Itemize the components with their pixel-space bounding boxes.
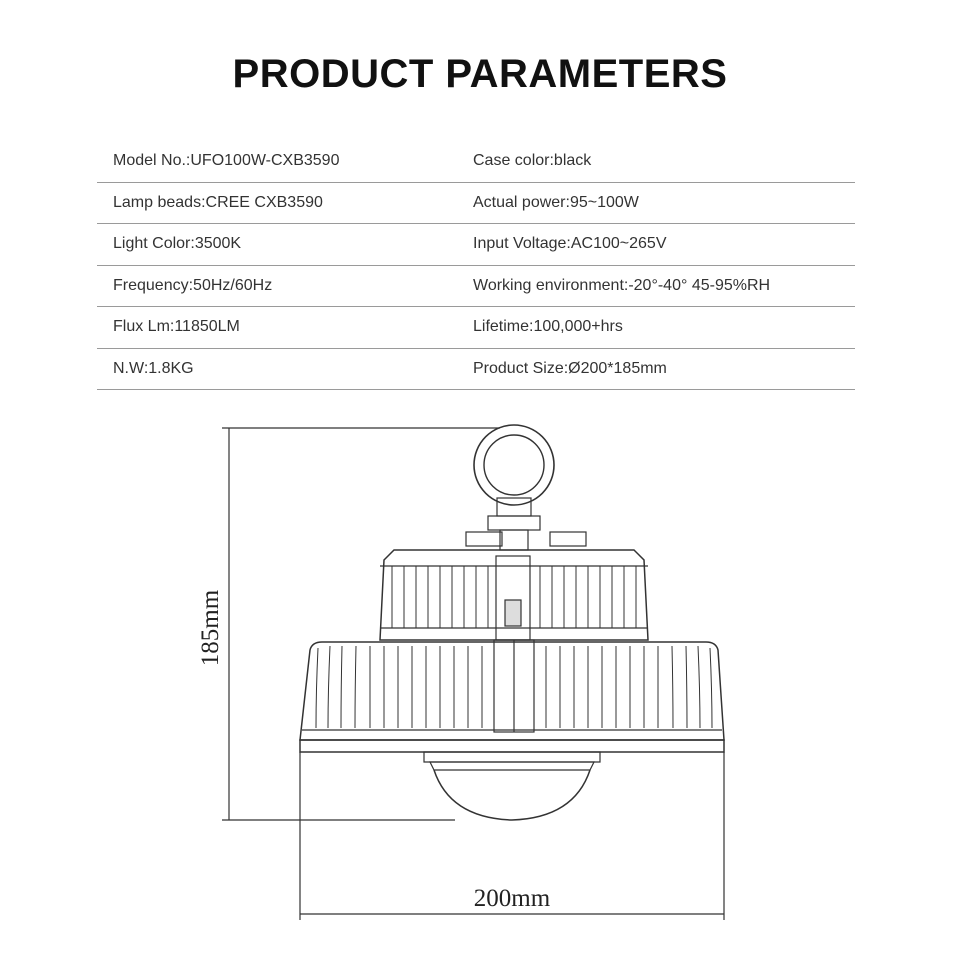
lower-heatsink [300,640,724,752]
param-working-environment: Working environment:-20°-40° 45-95%RH [473,276,771,294]
top-connector [466,530,586,550]
upper-heatsink [380,550,648,640]
param-actual-power: Actual power:95~100W [473,193,639,211]
page-title: PRODUCT PARAMETERS [232,52,728,96]
param-product-size: Product Size:Ø200*185mm [473,359,667,377]
height-dimension-label: 185mm [197,589,224,667]
param-case-color: Case color:black [473,152,592,170]
param-lamp-beads: Lamp beads:CREE CXB3590 [113,193,323,211]
param-lifetime: Lifetime:100,000+hrs [473,318,623,336]
param-input-voltage: Input Voltage:AC100~265V [473,235,667,253]
width-dimension-label: 200mm [473,885,551,912]
hanging-ring [474,425,554,530]
param-flux: Flux Lm:11850LM [113,318,240,336]
param-model: Model No.:UFO100W-CXB3590 [113,152,340,170]
param-frequency: Frequency:50Hz/60Hz [113,276,273,294]
param-light-color: Light Color:3500K [113,235,242,253]
param-net-weight: N.W:1.8KG [113,359,194,377]
lens-dome [424,752,600,820]
height-dimension-line [222,428,500,820]
